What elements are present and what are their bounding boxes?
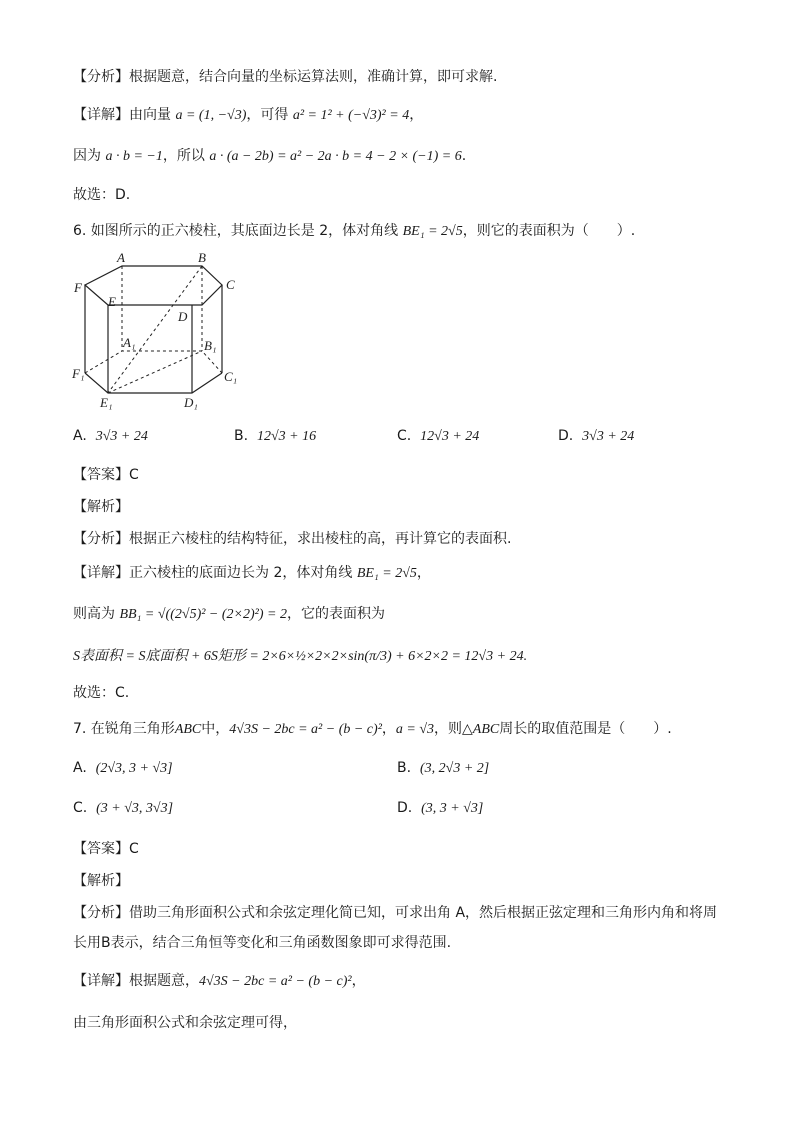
q7-jiexi: 【解析】 [73, 873, 129, 889]
p5-detail-line2 [73, 145, 466, 165]
hexagonal-prism-figure [70, 248, 250, 413]
option-value: (3, 2√3 + 2] [419, 761, 490, 776]
option-label: D. [397, 800, 413, 816]
q7-stem-pre: 7. 在锐角三角形 [73, 721, 175, 737]
q6-jiexi: 【解析】 [73, 499, 129, 515]
option-value: 3√3 + 24 [95, 429, 148, 444]
line2-pre: 因为 [73, 148, 101, 164]
q7-stem [73, 718, 672, 738]
q7-condition: 4√3S − 2bc = a² − (b − c)² [229, 722, 382, 737]
q7-detail-end: ， [351, 973, 366, 989]
diagonal-E1B1 [108, 351, 202, 393]
q7-triangle-symbol: △ABC [462, 722, 500, 737]
q7-stem-mid: 中， [201, 721, 230, 737]
option-label: C. [73, 800, 88, 816]
q7-analysis-1: 【分析】借助三角形面积公式和余弦定理化简已知，可求出角 A，然后根据正弦定理和三角形内角和将周 [73, 905, 718, 921]
option-label: D. [558, 428, 574, 444]
detail-end: ， [409, 107, 424, 123]
detail-mid: ，可得 [246, 107, 289, 123]
option-label: B. [234, 428, 249, 444]
line2-mid: ，所以 [162, 148, 205, 164]
q7-a-value: a = √3 [395, 722, 435, 737]
q6-detail-math: BE₁ = 2√5 [356, 566, 417, 581]
q6-analysis: 【分析】根据正六棱柱的结构特征，求出棱柱的高，再计算它的表面积. [73, 531, 512, 547]
q6-answer: 【答案】C [73, 467, 139, 483]
label-C1: C₁ [224, 369, 238, 384]
option-value: (3, 3 + √3] [421, 801, 484, 816]
q7-analysis-2: 长用B表示，结合三角恒等变化和三角函数图象即可求得范围. [73, 935, 452, 951]
q7-detail-pre: 【详解】根据题意， [73, 973, 199, 989]
detail-text: 由向量 [129, 107, 171, 123]
q7-option-c [73, 800, 173, 817]
q6-option-c [397, 428, 479, 445]
option-label: C. [397, 428, 412, 444]
q7-answer: 【答案】C [73, 841, 139, 857]
q6-stem-post: ，则它的表面积为（ ）. [462, 223, 636, 239]
vector-a-squared: a² = 1² + (−√3)² = 4 [292, 108, 410, 123]
option-value: 12√3 + 16 [256, 429, 317, 444]
q7-detail-math: 4√3S − 2bc = a² − (b − c)² [199, 974, 352, 989]
line2-end: . [461, 148, 467, 164]
q6-stem [73, 220, 635, 240]
option-value: 12√3 + 24 [420, 429, 480, 444]
q7-stem-end: 周长的取值范围是（ ）. [499, 721, 672, 737]
q6-option-a [73, 428, 148, 445]
q7-comma: ， [381, 721, 396, 737]
bottom-front-edges [85, 373, 222, 393]
vector-a-expression: a = (1, −√3) [175, 108, 247, 123]
label-E: E [108, 294, 116, 309]
label-E1: E₁ [100, 395, 113, 410]
label-B: B [198, 250, 206, 265]
q6-choose: 故选：C. [73, 685, 130, 701]
detail-label: 【详解】 [73, 107, 129, 123]
q6-diagonal: BE₁ = 2√5 [402, 224, 463, 239]
label-D: D [178, 309, 188, 324]
q6-stem-pre: 6. 如图所示的正六棱柱，其底面边长是 2，体对角线 [73, 223, 399, 239]
q6-detail-end: ， [416, 565, 431, 581]
label-C: C [226, 277, 235, 292]
dot-product-expression: a · b = −1 [105, 149, 163, 164]
label-A1: A₁ [123, 335, 136, 350]
q7-option-d [397, 800, 483, 817]
p5-answer: 故选：D. [73, 187, 131, 203]
label-F: F [74, 280, 82, 295]
top-hexagon [85, 266, 222, 305]
option-label: B. [397, 760, 412, 776]
dot-product-calculation: a · (a − 2b) = a² − 2a · b = 4 − 2 × (−1) = 6 [209, 149, 462, 164]
option-label: A. [73, 760, 87, 776]
q6-option-d [558, 428, 634, 445]
q6-height-post: ，它的表面积为 [286, 606, 385, 622]
label-F1: F₁ [72, 366, 85, 381]
q7-option-b [397, 760, 489, 777]
option-value: (3 + √3, 3√3] [96, 801, 174, 816]
option-value: (2√3, 3 + √3] [95, 761, 173, 776]
bottom-hidden-edges [85, 351, 222, 373]
label-B1: B₁ [204, 338, 217, 353]
q7-last: 由三角形面积公式和余弦定理可得， [73, 1015, 297, 1031]
label-D1: D₁ [184, 395, 198, 410]
q7-triangle-name: ABC [174, 722, 202, 737]
q6-area-math: S表面积 = S底面积 + 6S矩形 = 2×6×½×2×2×sin(π/3) + 6×2×2 = 12√3 + 24. [73, 649, 528, 664]
q6-detail-pre: 【详解】正六棱柱的底面边长为 2，体对角线 [73, 565, 353, 581]
q6-area [73, 645, 527, 665]
q6-height-math: BB₁ = √((2√5)² − (2×2)²) = 2 [119, 607, 287, 622]
q6-height-pre: 则高为 [73, 606, 115, 622]
option-label: A. [73, 428, 87, 444]
q6-height [73, 603, 385, 623]
option-value: 3√3 + 24 [582, 429, 635, 444]
q7-detail [73, 970, 366, 990]
q7-stem-post: ，则 [434, 721, 463, 737]
p5-analysis: 【分析】根据题意，结合向量的坐标运算法则，准确计算，即可求解. [73, 69, 498, 85]
label-A: A [117, 250, 125, 265]
q6-option-b [234, 428, 316, 445]
q7-option-a [73, 760, 173, 777]
q6-detail [73, 562, 431, 582]
p5-detail-line1 [73, 104, 423, 124]
